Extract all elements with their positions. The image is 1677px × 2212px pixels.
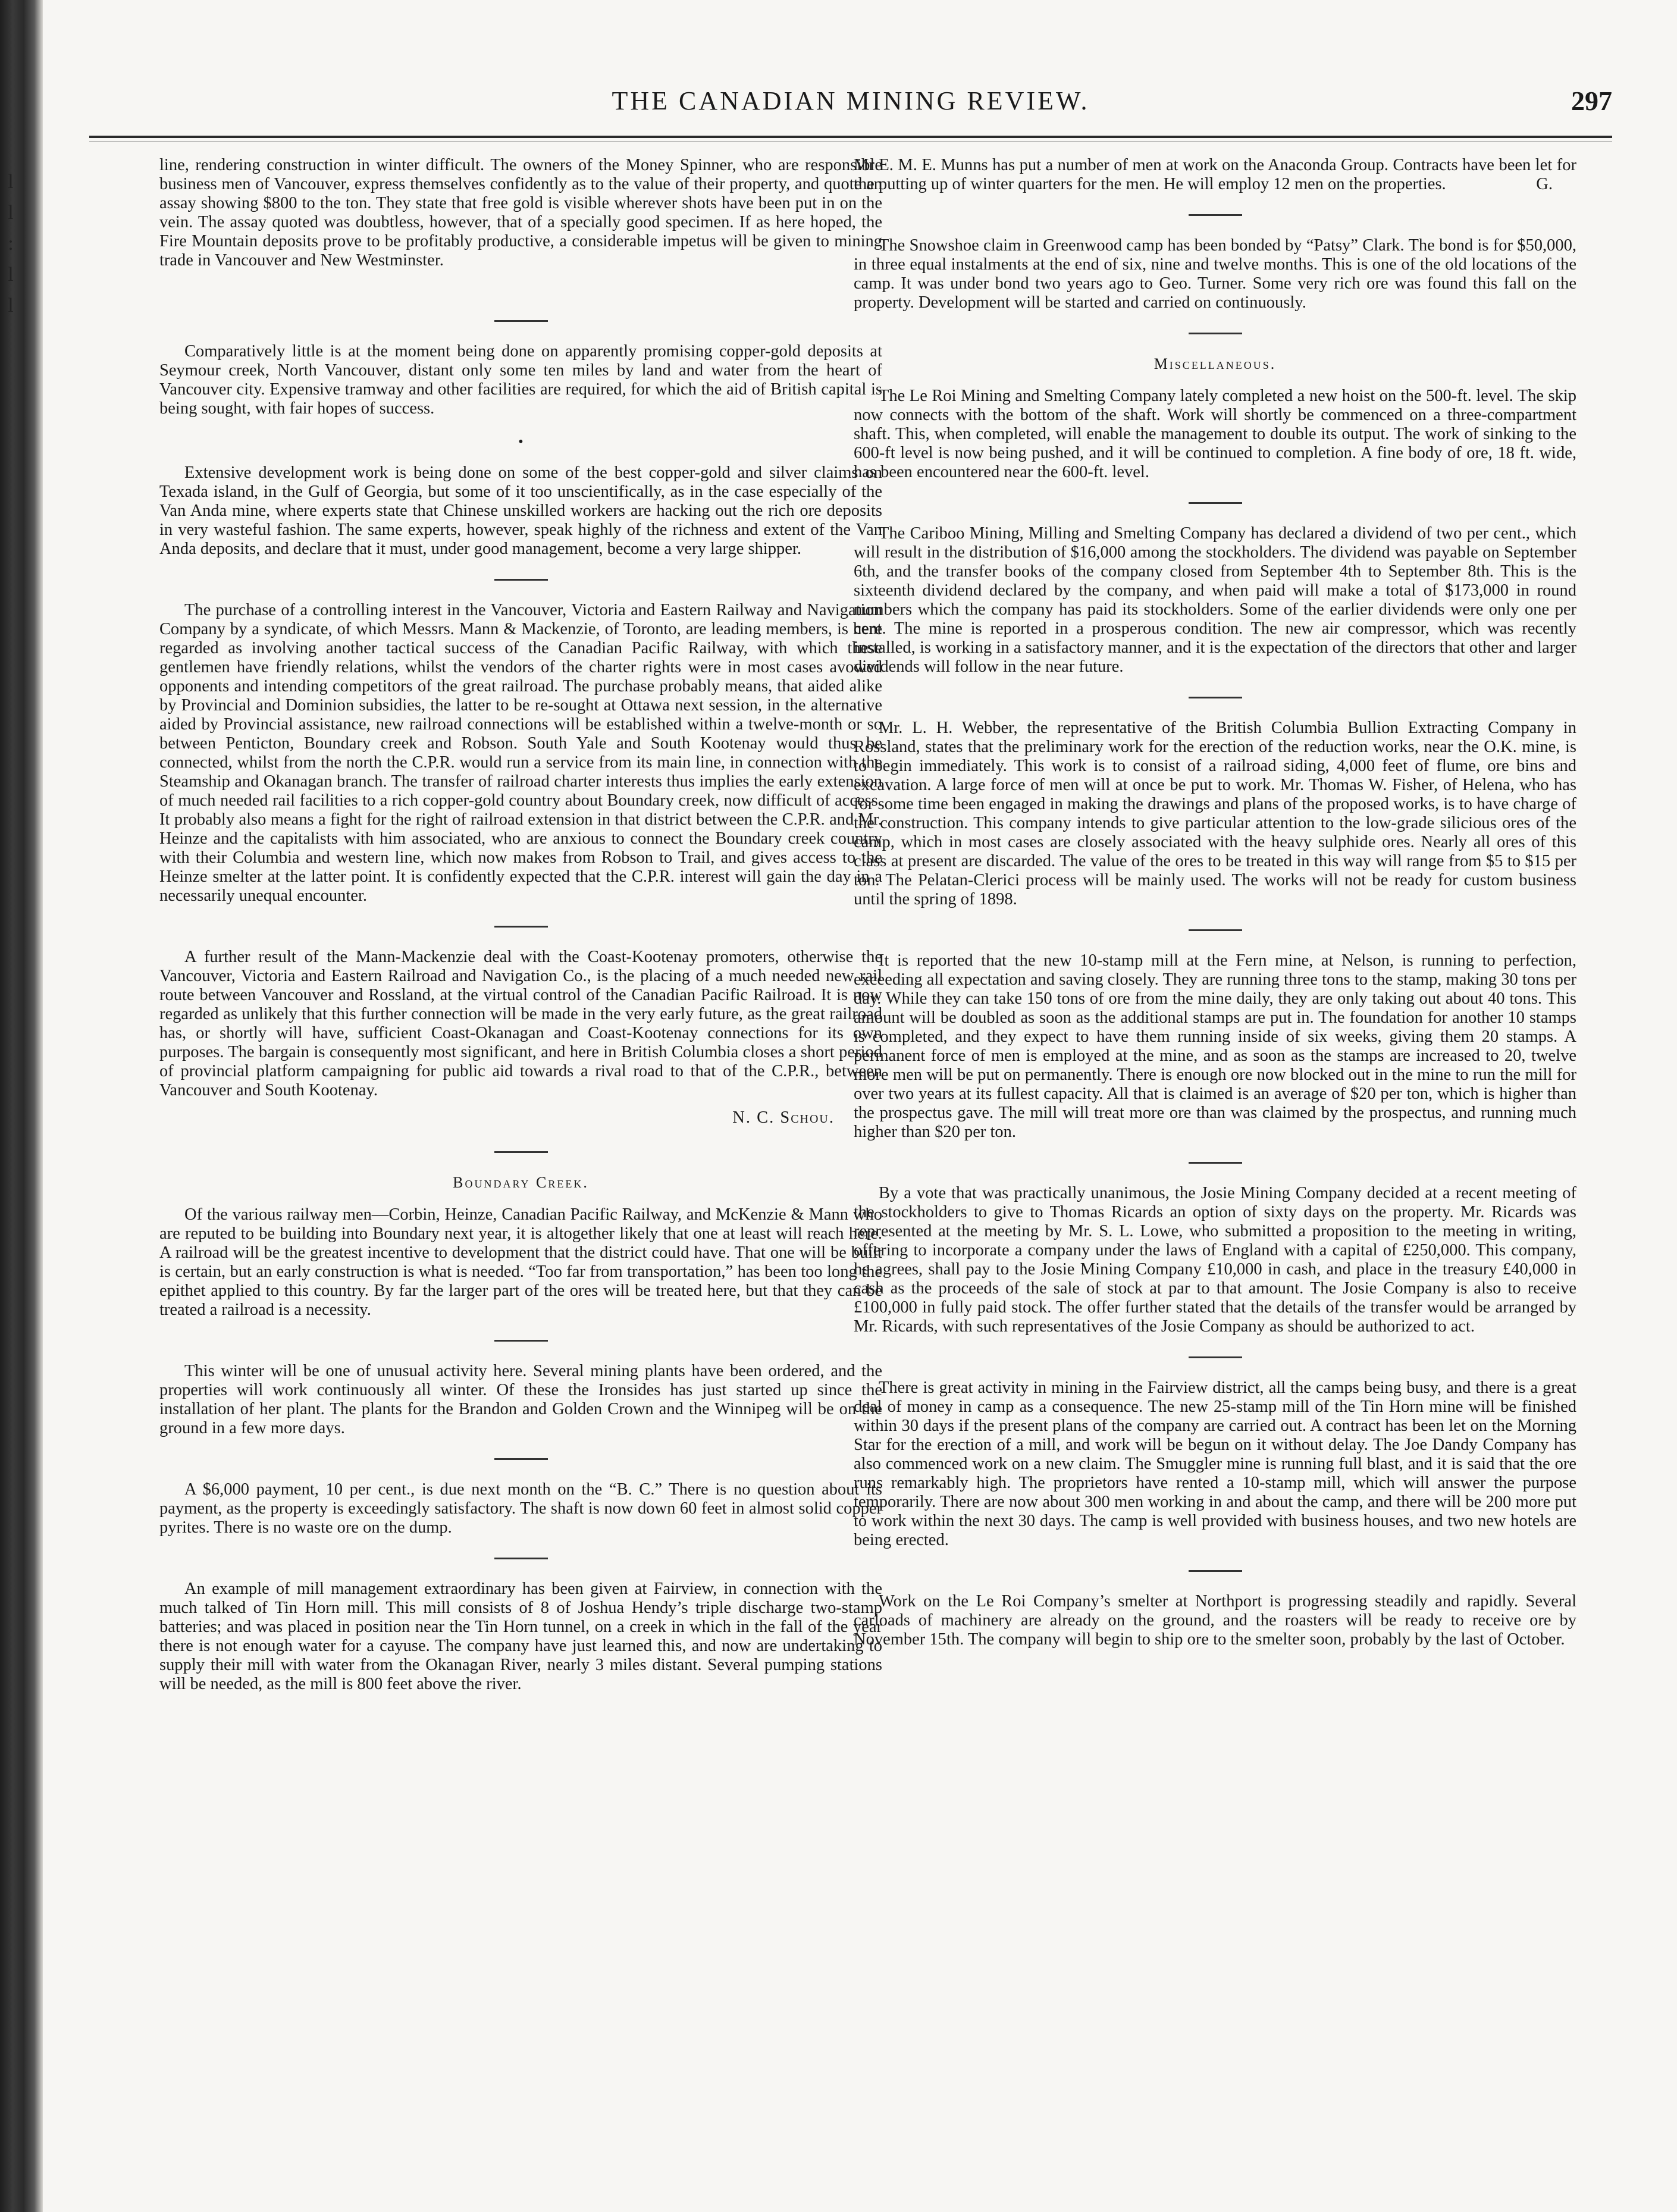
section-separator [1189,1570,1242,1572]
article-paragraph: Comparatively little is at the moment being done on apparently promising copper-gold deposits at Seymour creek, North Vancouver, distant only some ten miles by land and water from the heart of Vancouver city. Expensive tramway and other facilities are required, for which the aid of British capital is being sought, with fair hopes of success. [159,342,882,418]
section-separator [494,579,548,581]
author-signature: N. C. Schou. [732,1108,835,1127]
article-paragraph: The Snowshoe claim in Greenwood camp has been bonded by “Patsy” Clark. The bond is for $50,000, in three equal instalments at the end of six, nine and twelve months. This is one of the old locations of the camp. It was under bond two years ago to Geo. Turner. Some very rich ore was found this fall on the property. Development will be started and carried on continuously. [854,236,1576,312]
section-heading: Miscellaneous. [1153,355,1277,372]
section-separator [1189,214,1242,216]
section-separator [1189,929,1242,931]
section-separator [494,1558,548,1559]
article-paragraph: Mr. L. H. Webber, the representative of the British Columbia Bullion Extracting Company in Rossland, states that the preliminary work for the erection of the reduction works, near the O.K. mine, is to begin immediately. This work is to consist of a railroad siding, 4,000 feet of flume, ore bins and excavation. A large force of men will at once be put to work. Mr. Thomas W. Fisher, of Helena, who has for some time been engaged in making the drawings and plans of the proposed works, is to have charge of the construction. This company intends to give particular attention to the low-grade silicious ores of the camp, which in most cases are closely associated with the heavy sulphide ores. Nearly all ores of this class at present are discarded. The value of the ores to be treated in this way will range from $5 to $15 per ton. The Pelatan-Clerici process will be mainly used. The works will not be ready for custom business until the spring of 1898. [854,719,1576,908]
section-separator [494,1151,548,1153]
article-paragraph: Of the various railway men—Corbin, Heinze, Canadian Pacific Railway, and McKenzie & Mann who are reputed to be building into Boundary next year, it is altogether likely that one at least will reach here. A railroad will be the greatest incentive to development that the district could have. That one will be built is certain, but an early construction is what is needed. “Too far from transportation,” has been too long the epithet applied to this country. By far the larger part of the ores will be treated here, but that they can be treated a railroad is a necessity. [159,1205,882,1319]
article-paragraph: Extensive development work is being done on some of the best copper-gold and silver claims on Texada island, in the Gulf of Georgia, but some of it too unscientifically, as in the case especially of the Van Anda mine, where experts state that Chinese unskilled workers are hacking out the rich ore deposits in very wasteful fashion. The same experts, however, speak highly of the richness and extent of the Van Anda deposits, and declare that it must, under good management, become a very large shipper. [159,463,882,558]
section-separator [494,926,548,928]
article-paragraph: The Cariboo Mining, Milling and Smelting Company has declared a dividend of two per cent., which will result in the distribution of $16,000 among the stockholders. The dividend was payable on September 6th, and the transfer books of the company closed from September 4th to September 8th. This is the sixteenth dividend declared by the company, and when paid will make a total of $173,000 in round numbers which the company has paid its stockholders. Some of the earlier dividends were only one per cent. The mine is reported in a prosperous condition. The new air compressor, which was recently installed, is working in a satisfactory manner, and it is the expectation of the directors that other and larger dividends will follow in the near future. [854,524,1576,676]
article-paragraph: It is reported that the new 10-stamp mill at the Fern mine, at Nelson, is running to perfection, exceeding all expectation and saving closely. They are running three tons to the stamp, making 30 tons per day. While they can take 150 tons of ore from the mine daily, they are only taking out about 40 tons. This amount will be doubled as soon as the additional stamps are put in. The foundation for another 10 stamps is completed, and they expect to have them running inside of six weeks, giving them 20 stamps. A permanent force of men is employed at the mine, and as soon as the stamps are increased to 20, twelve more men will be put on permanently. There is enough ore now blocked out in the mine to run the mill for over two years at its fullest capacity. All that is claimed is an average of $20 per ton, which is higher than the prospectus gave. The mill will treat more ore than was claimed by the prospectus, and running much higher than $20 per ton. [854,951,1576,1141]
section-separator [1189,1356,1242,1358]
article-paragraph: line, rendering construction in winter difficult. The owners of the Money Spinner, who are responsible business men of Vancouver, express themselves confidently as to the value of their property, and quote an assay showing $800 to the ton. They state that free gold is visible wherever shots have been put in on the vein. The assay quoted was doubtless, however, that of a specially good specimen. If as here hoped, the Fire Mountain deposits prove to be profitably productive, a considerable impetus will be given to mining trade in Vancouver and New Westminster. [159,156,882,270]
article-paragraph: A further result of the Mann-Mackenzie deal with the Coast-Kootenay promoters, otherwise the Vancouver, Victoria and Eastern Railroad and Navigation Co., is the placing of a much needed new rail route between Vancouver and Rossland, at the virtual control of the Canadian Pacific Railroad. It is now regarded as unlikely that this further connection will be made in the very early future, as the great railroad has, or shortly will have, sufficient Coast-Okanagan and Coast-Kootenay connections for its own purposes. The bargain is consequently most significant, and here in British Columbia closes a short period of provincial platform campaigning for public aid towards a rival road to that of the C.P.R., between Vancouver and South Kootenay. [159,948,882,1099]
article-paragraph [854,156,1576,194]
book-binding-edge [0,0,43,2212]
margin-marks: l l : l l [8,171,14,317]
page-number: 297 [1571,86,1612,116]
left-column [159,156,882,1714]
running-title: THE CANADIAN MINING REVIEW. [612,86,1090,115]
article-paragraph: A $6,000 payment, 10 per cent., is due next month on the “B. C.” There is no question about its payment, as the property is exceedingly satisfactory. The shaft is now down 60 feet in almost solid copper pyrites. There is no waste ore on the dump. [159,1480,882,1537]
separator-dot: • [518,434,524,450]
author-initial: G. [1536,175,1553,193]
article-paragraph: The Le Roi Mining and Smelting Company lately completed a new hoist on the 500-ft. level. The skip now connects with the bottom of the shaft. Work will shortly be commenced on a three-compartment shaft. This, when completed, will enable the management to double its output. The work of sinking to the 600-ft level is now being pushed, and it will be continued to completion. A fine body of ore, 18 ft. wide, has been encountered near the 600-ft. level. [854,387,1576,481]
article-paragraph: The purchase of a controlling interest in the Vancouver, Victoria and Eastern Railway and Navigation Company by a syndicate, of which Messrs. Mann & Mackenzie, of Toronto, are leading members, is here regarded as involving another tactical success of the Canadian Pacific Railway, with which these gentlemen have friendly relations, whilst the vendors of the charter rights were in most cases avowed opponents and intending competitors of the great railroad. The purchase probably means, that aided alike by Provincial and Dominion subsidies, the latter to be re-sought at Ottawa next session, in the alternative aided by Provincial assistance, new railroad connections will be established within a twelve-month or so between Penticton, Boundary creek and Robson. South Yale and South Kootenay would thus be connected, whilst from the north the C.P.R. would run a service from its main line, in connection with the Steamship and Okanagan branch. The transfer of railroad charter interests thus implies the early extension of much needed rail facilities to a rich copper-gold country about Boundary creek, now difficult of access. It probably also means a fight for the right of railroad extension in that district between the C.P.R. and Mr. Heinze and the capitalists with him associated, who are anxious to connect the Boundary creek country with their Columbia and western line, which now makes from Robson to Trail, and gives access to the Heinze smelter at the latter point. It is confidently expected that the C.P.R. interest will gain the day in a necessarily unequal encounter. [159,601,882,905]
section-separator [494,1458,548,1460]
page-header [89,83,1612,131]
section-heading: Boundary Creek. [453,1174,589,1191]
section-separator [1189,1162,1242,1164]
section-separator [1189,333,1242,334]
article-paragraph: An example of mill management extraordinary has been given at Fairview, in connection with the much talked of Tin Horn mill. This mill consists of 8 of Joshua Hendy’s triple discharge two-stamp batteries; and was placed in position near the Tin Horn tunnel, on a creek in which in the fall of the year there is not enough water for a cayuse. The company have just learned this, and now are undertaking to supply their mill with water from the Okanagan River, nearly 3 miles distant. Several pumping stations will be needed, as the mill is 800 feet above the river. [159,1580,882,1693]
article-paragraph: Work on the Le Roi Company’s smelter at Northport is progressing steadily and rapidly. Several carloads of machinery are already on the ground, and the roasters will be ready to receive ore by November 15th. The company will begin to ship ore to the smelter soon, probably by the last of October. [854,1592,1576,1649]
paragraph-text: Mr E. M. E. Munns has put a number of men at work on the Anaconda Group. Contracts have been let for the putting up of winter quarters for the men. He will employ 12 men on the properties. [854,156,1576,193]
article-paragraph: There is great activity in mining in the Fairview district, all the camps being busy, and there is a great deal of money in camp as a consequence. The new 25-stamp mill of the Tin Horn mine will be finished within 30 days if the present plans of the company are carried out. A contract has been let on the Morning Star for the erection of a mill, and work will be begun on it without delay. The Joe Dandy Company has also commenced work on a new claim. The Smuggler mine is running full blast, and it is said that the ore runs remarkably high. The proprietors have rented a 10-stamp mill, which will answer the purpose temporarily. There are now about 300 men working in and about the camp, and there will be 200 more put to work within the next 30 days. The camp is well provided with business houses, and two new hotels are being erected. [854,1378,1576,1549]
header-rule [89,136,1612,138]
section-separator [494,1340,548,1342]
article-paragraph: By a vote that was practically unanimous, the Josie Mining Company decided at a recent meeting of the stockholders to give to Thomas Ricards an option of sixty days on the property. Mr. Ricards was represented at the meeting by Mr. S. L. Lowe, who submitted a proposition to the meeting in writing, offering to incorporate a company under the laws of England with a capital of £250,000. This company, he agrees, shall pay to the Josie Mining Company £10,000 in cash, and place in the treasury £40,000 in cash as the proceeds of the sale of stock at par to that amount. The Josie Company is also to receive £100,000 in fully paid stock. The offer further stated that the details of the transfer would be arranged by Mr. Ricards, with such representatives of the Josie Company as should be authorized to act. [854,1184,1576,1336]
right-column [854,156,1576,1669]
section-separator [494,320,548,322]
section-separator [1189,502,1242,504]
article-paragraph: This winter will be one of unusual activity here. Several mining plants have been ordered, and the properties will work continuously all winter. Of these the Ironsides has just started up since the installation of her plant. The plants for the Brandon and Golden Crown and the Winnipeg will be on the ground in a few more days. [159,1362,882,1437]
section-separator [1189,697,1242,698]
